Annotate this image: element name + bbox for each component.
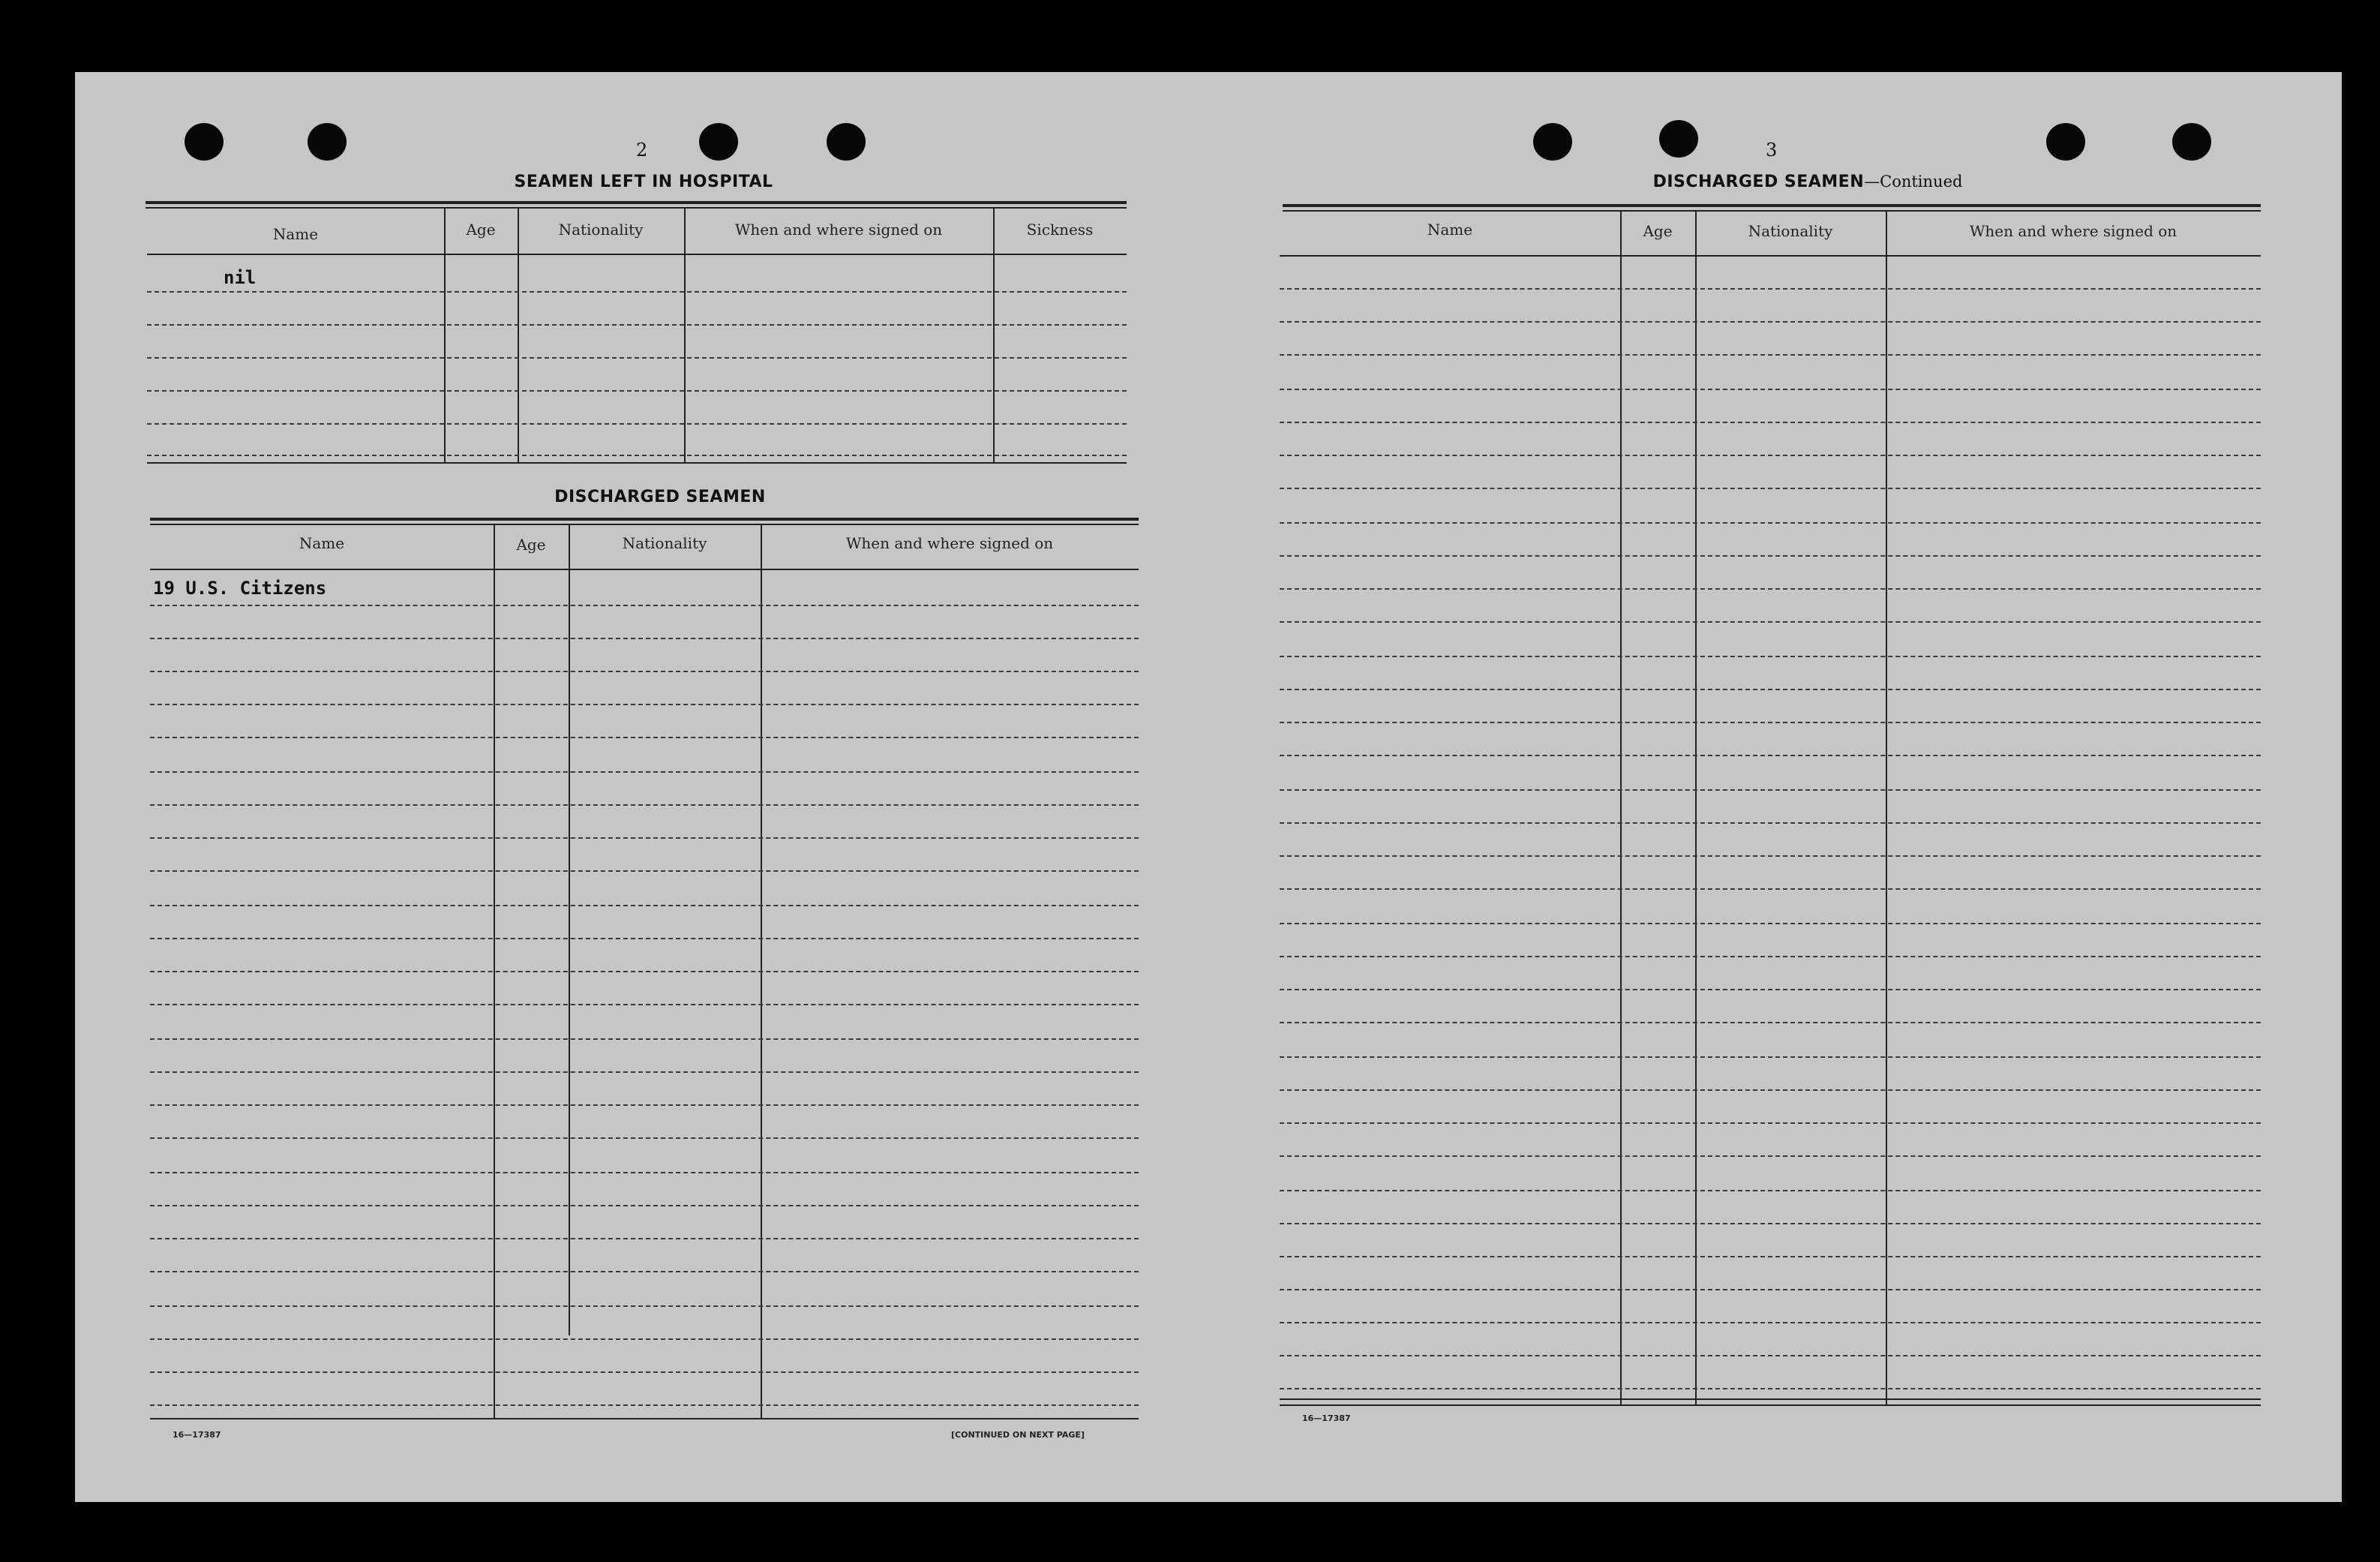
discharged-continued-title-text: DISCHARGED SEAMEN [1652, 173, 1865, 191]
table-row [150, 1338, 1139, 1340]
column-divider [494, 525, 495, 1419]
table-row [150, 1305, 1139, 1307]
column-header-age: Age [1643, 222, 1673, 240]
form-number-left: 16—17387 [173, 1430, 221, 1440]
table-rule [150, 569, 1139, 570]
table-row [147, 324, 1127, 326]
table-row [1280, 1056, 2261, 1058]
column-divider [569, 525, 570, 1335]
table-row [150, 1371, 1139, 1373]
table-row [150, 1004, 1139, 1005]
table-row [1280, 1355, 2261, 1356]
column-header-age: Age [516, 536, 546, 554]
table-row [1280, 1022, 2261, 1023]
table-row [1280, 822, 2261, 824]
discharged-continued-title [1575, 173, 2040, 191]
table-row [1280, 1155, 2261, 1157]
table-row [1280, 923, 2261, 924]
column-divider [761, 525, 762, 1419]
table-row [1280, 621, 2261, 623]
table-row [1280, 1089, 2261, 1091]
table-row [1280, 1322, 2261, 1323]
punch-hole [2046, 123, 2085, 161]
table-row [147, 423, 1127, 425]
table-row [150, 704, 1139, 705]
table-row [150, 804, 1139, 806]
column-header-nationality: Nationality [558, 221, 644, 239]
table-row [150, 1172, 1139, 1173]
table-row [1280, 455, 2261, 456]
column-header-sickness: Sickness [1026, 221, 1094, 239]
table-row [150, 1137, 1139, 1139]
table-row [1280, 288, 2261, 290]
column-header-signed-on: When and where signed on [1969, 222, 2177, 240]
table-row [150, 1205, 1139, 1206]
table-rule [146, 207, 1127, 209]
table-row [150, 870, 1139, 872]
column-divider [684, 209, 686, 464]
table-row [147, 357, 1127, 359]
table-row [1280, 321, 2261, 323]
table-row [150, 1104, 1139, 1106]
column-header-nationality: Nationality [1748, 222, 1833, 240]
column-header-name: Name [299, 534, 345, 552]
table-row [1280, 354, 2261, 356]
page-number-right: 3 [1766, 140, 1778, 161]
table-row [150, 905, 1139, 906]
table-row [150, 638, 1139, 639]
hospital-section-title: SEAMEN LEFT IN HOSPITAL [514, 173, 773, 191]
table-row [150, 837, 1139, 839]
table-row [1280, 1256, 2261, 1257]
table-rule [150, 524, 1139, 525]
table-rule [1283, 204, 2261, 207]
punch-hole [827, 123, 866, 161]
column-header-name: Name [1427, 221, 1473, 239]
table-row [1280, 588, 2261, 590]
punch-hole [2172, 123, 2211, 161]
table-row [150, 938, 1139, 939]
column-divider [444, 209, 446, 464]
table-row [150, 1404, 1139, 1406]
table-row [1280, 555, 2261, 557]
column-header-nationality: Nationality [622, 534, 707, 552]
table-row [150, 737, 1139, 738]
hospital-entry: nil [224, 267, 257, 288]
punch-hole [308, 123, 347, 161]
table-row [1280, 722, 2261, 723]
table-rule [1280, 255, 2261, 257]
column-divider [993, 209, 995, 464]
table-row [1280, 855, 2261, 857]
table-rule [150, 1418, 1139, 1419]
table-row [1280, 755, 2261, 756]
page-number-left: 2 [636, 140, 648, 161]
table-rule [1283, 210, 2261, 212]
table-row [1280, 522, 2261, 524]
table-row [147, 390, 1127, 392]
table-row [1280, 1388, 2261, 1389]
punch-hole [1659, 120, 1698, 158]
table-row [1280, 1122, 2261, 1124]
table-row [150, 1271, 1139, 1272]
table-row [1280, 789, 2261, 791]
document-sheet [75, 72, 2342, 1502]
table-row [150, 605, 1139, 606]
discharged-entry: 19 U.S. Citizens [153, 578, 327, 599]
discharged-section-title: DISCHARGED SEAMEN [554, 488, 766, 506]
table-row [1280, 989, 2261, 990]
table-row [1280, 689, 2261, 690]
table-rule [1280, 1404, 2261, 1406]
column-header-age: Age [466, 221, 496, 239]
table-row [150, 971, 1139, 972]
continued-suffix: —Continued [1864, 173, 1963, 191]
column-header-signed-on: When and where signed on [734, 221, 943, 239]
table-rule [147, 254, 1127, 255]
table-row [1280, 956, 2261, 957]
table-row [150, 1071, 1139, 1073]
punch-hole [185, 123, 224, 161]
punch-hole [699, 123, 738, 161]
punch-hole [1533, 123, 1572, 161]
table-row [150, 771, 1139, 773]
table-row [1280, 888, 2261, 890]
column-divider [518, 209, 519, 464]
table-row [1280, 422, 2261, 423]
table-row [150, 1238, 1139, 1239]
table-row [1280, 488, 2261, 489]
table-rule [147, 462, 1127, 464]
table-rule [146, 201, 1127, 204]
table-row [150, 671, 1139, 672]
table-rule [150, 518, 1139, 521]
table-row [1280, 656, 2261, 657]
table-row [1280, 1289, 2261, 1290]
table-row [147, 455, 1127, 456]
table-row [1280, 1223, 2261, 1224]
table-row [1280, 1190, 2261, 1191]
form-number-right: 16—17387 [1302, 1413, 1351, 1423]
table-row [1280, 389, 2261, 390]
table-row [147, 291, 1127, 293]
table-row [150, 1038, 1139, 1040]
column-header-signed-on: When and where signed on [845, 534, 1054, 552]
column-header-name: Name [272, 225, 319, 243]
table-rule [1280, 1398, 2261, 1400]
continued-note: [CONTINUED ON NEXT PAGE] [951, 1430, 1085, 1440]
